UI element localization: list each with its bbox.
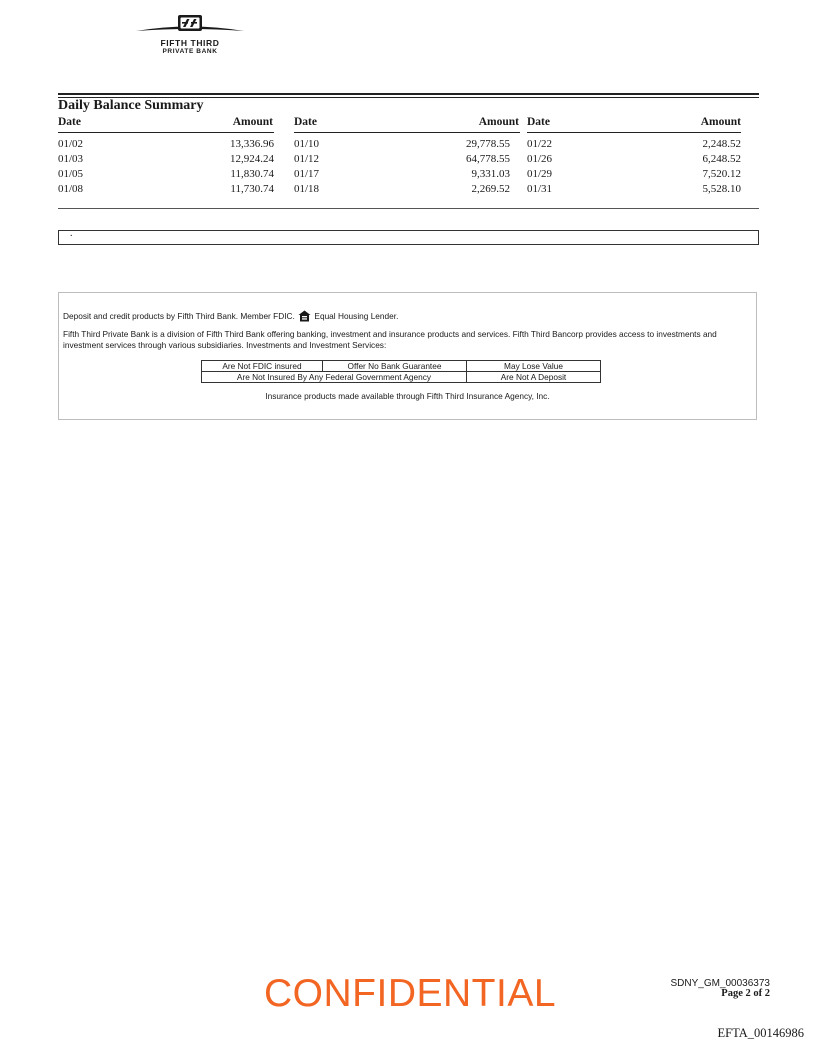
date-header-1: Date	[58, 116, 81, 128]
balance-amount: 12,924.24	[230, 153, 274, 165]
bank-subtitle: PRIVATE BANK	[162, 48, 218, 55]
header-underline-1	[58, 132, 274, 133]
balance-date: 01/18	[294, 183, 320, 195]
balance-amount: 2,248.52	[702, 138, 741, 150]
fdic-statement: Deposit and credit products by Fifth Third Bank. Member FDIC.	[63, 311, 295, 321]
disclaimer-cell: Are Not Insured By Any Federal Government Agency	[202, 372, 467, 383]
efta-number: EFTA_00146986	[717, 1026, 804, 1040]
balance-date: 01/08	[58, 183, 84, 195]
balance-date: 01/26	[527, 153, 553, 165]
disclosure-box	[58, 292, 757, 420]
top-divider-thick	[58, 93, 759, 95]
header-underline-2	[294, 132, 520, 133]
section-bottom-divider	[58, 208, 759, 209]
balance-date: 01/12	[294, 153, 320, 165]
section-title: Daily Balance Summary	[58, 98, 204, 113]
balance-date: 01/17	[294, 168, 320, 180]
equal-housing-icon	[298, 310, 311, 322]
balance-date: 01/10	[294, 138, 320, 150]
balance-amount: 64,778.55	[466, 153, 510, 165]
balance-amount: 13,336.96	[230, 138, 274, 150]
disclaimer-cell: May Lose Value	[467, 361, 601, 372]
balance-date: 01/03	[58, 153, 84, 165]
balance-amount: 9,331.03	[471, 168, 510, 180]
header-underline-3	[527, 132, 741, 133]
balance-date: 01/31	[527, 183, 553, 195]
balance-amount: 29,778.55	[466, 138, 510, 150]
balance-date: 01/22	[527, 138, 553, 150]
balance-date: 01/02	[58, 138, 84, 150]
amount-header-2: Amount	[478, 116, 519, 128]
disclosure-paragraph: Fifth Third Private Bank is a division of Fifth Third Bank offering banking, investment and insurance products and services. Fifth Third Bancorp provides access to investments and investment services through various subsidiaries. Investments and Investment Services:	[63, 329, 717, 350]
date-header-3: Date	[527, 116, 550, 128]
disclaimer-cell: Offer No Bank Guarantee	[323, 361, 467, 372]
balance-amount: 7,520.12	[702, 168, 741, 180]
bank-logo-mark	[134, 12, 246, 40]
note-box-text: .	[70, 228, 73, 239]
note-box	[58, 230, 759, 245]
balance-amount: 11,830.74	[230, 168, 274, 180]
amount-header-3: Amount	[700, 116, 741, 128]
bank-name: FIFTH THIRD	[160, 38, 220, 48]
confidential-watermark: CONFIDENTIAL	[264, 972, 557, 1015]
bank-logo	[134, 12, 246, 58]
balance-amount: 11,730.74	[230, 183, 274, 195]
equal-housing-text: Equal Housing Lender.	[314, 311, 399, 321]
balance-amount: 6,248.52	[702, 153, 741, 165]
amount-header-1: Amount	[232, 116, 273, 128]
disclosure-line	[63, 310, 398, 322]
balance-amount: 2,269.52	[471, 183, 510, 195]
bates-number: SDNY_GM_00036373	[670, 978, 770, 989]
disclaimer-cell: Are Not A Deposit	[467, 372, 601, 383]
balance-date: 01/29	[527, 168, 553, 180]
insurance-note: Insurance products made available through Fifth Third Insurance Agency, Inc.	[265, 391, 550, 401]
page-number: Page 2 of 2	[721, 988, 770, 999]
date-header-2: Date	[294, 116, 317, 128]
disclaimer-cell: Are Not FDIC insured	[202, 361, 323, 372]
investment-disclaimer-table	[201, 360, 601, 383]
balance-amount: 5,528.10	[702, 183, 741, 195]
balance-date: 01/05	[58, 168, 84, 180]
